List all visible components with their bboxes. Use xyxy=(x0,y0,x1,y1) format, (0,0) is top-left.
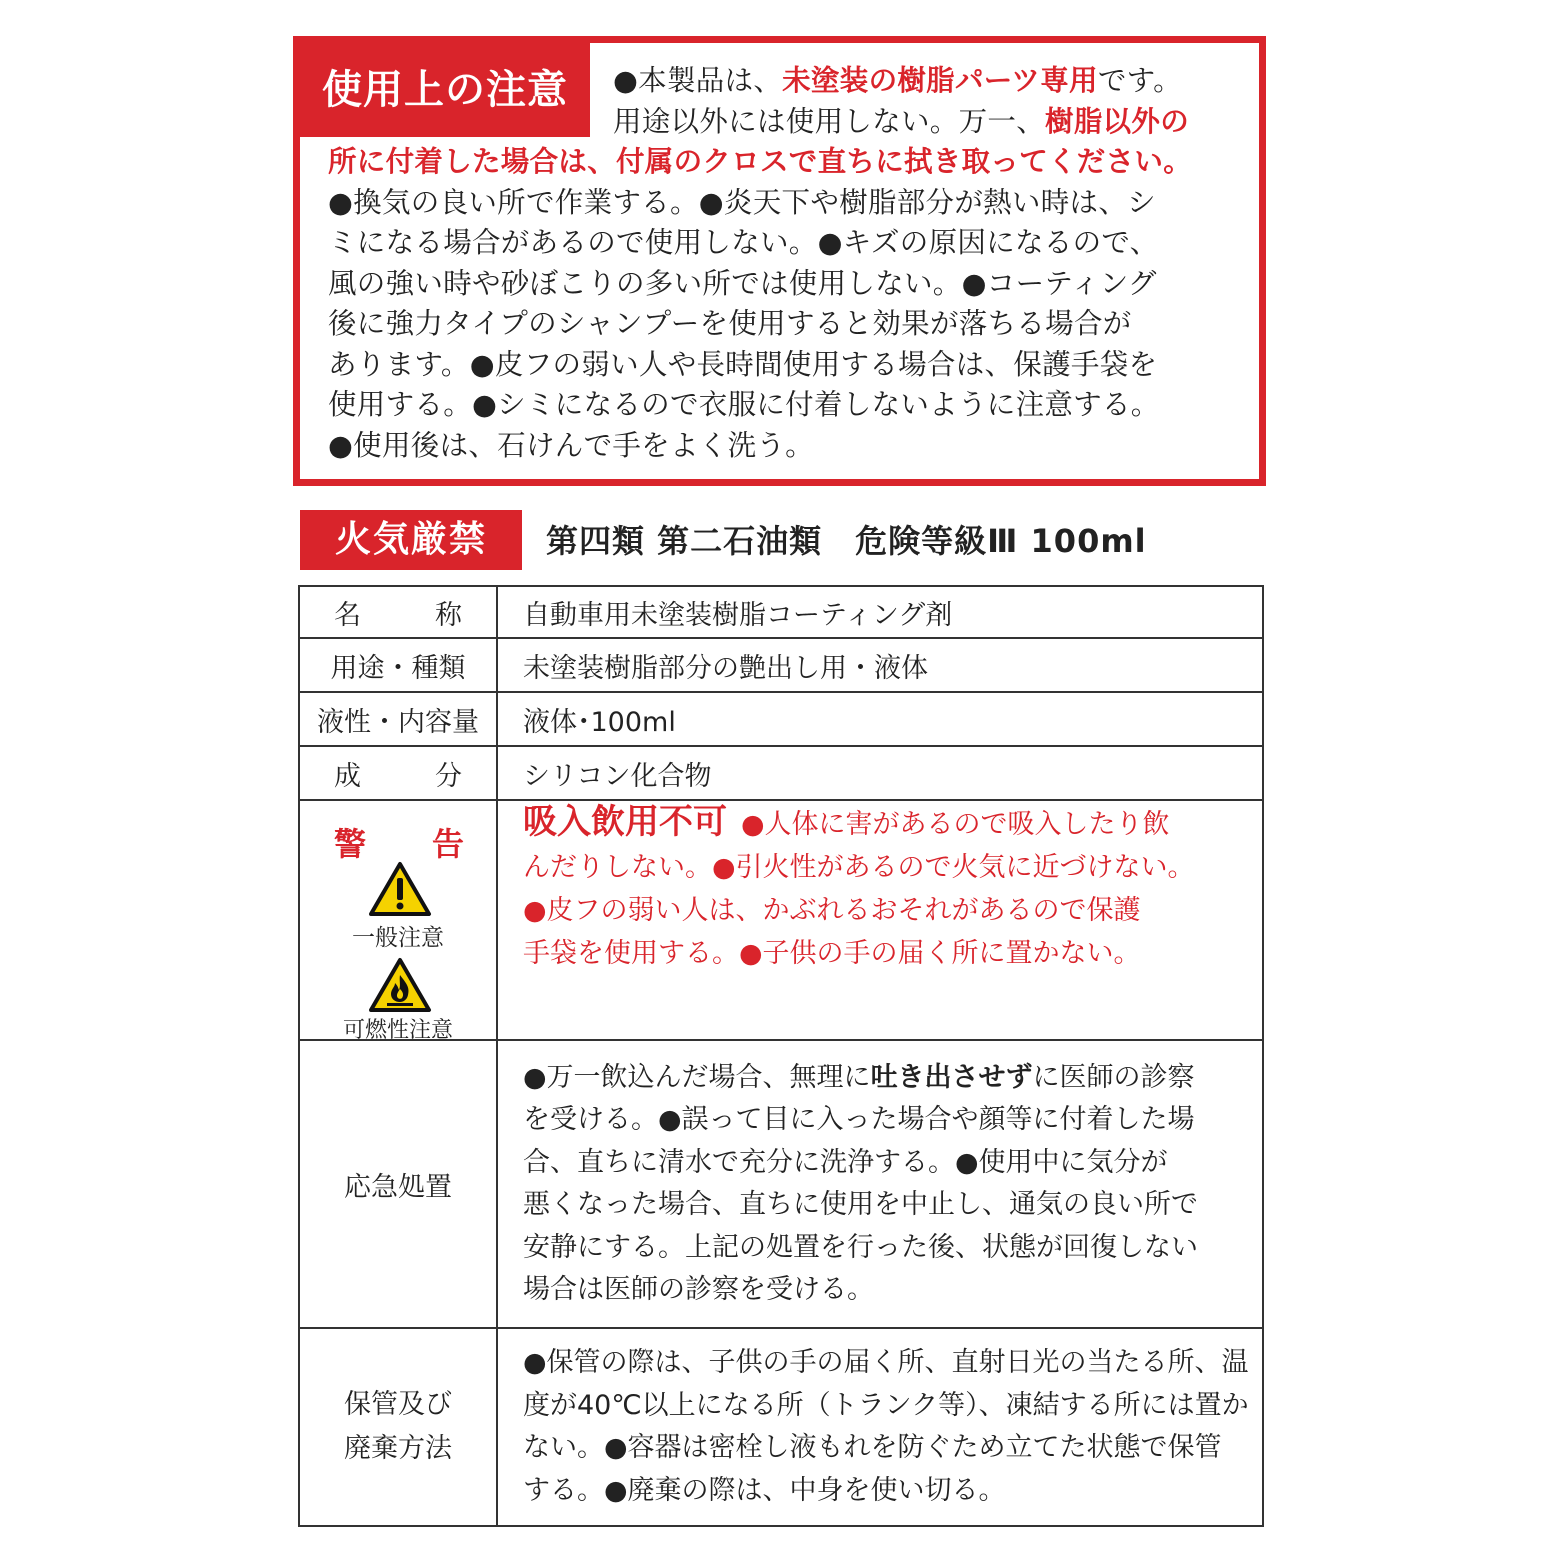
name-value: 自動車用未塗装樹脂コーティング剤 xyxy=(497,586,1263,638)
first-aid-value xyxy=(497,1040,1263,1328)
storage-line-2: 度が40℃以上になる所（トランク等）、凍結する所には置か xyxy=(523,1389,1249,1421)
caution-line-6: 風の強い時や砂ぼこりの多い所では使用しない。●コーティング xyxy=(328,266,1157,300)
caution-text-segment: ●本製品は、 xyxy=(613,64,783,97)
spec-table xyxy=(298,585,1264,1527)
label-char: 分 xyxy=(435,760,462,792)
property-label: 液性・内容量 xyxy=(299,692,497,746)
first-aid-line-5: 安静にする。上記の処置を行った後、状態が回復しない xyxy=(523,1231,1198,1263)
caution-line-2 xyxy=(328,102,1233,143)
storage-label-line: 廃棄方法 xyxy=(344,1433,452,1464)
warning-label-cell xyxy=(299,800,497,1043)
first-aid-line-6: 場合は医師の診察を受ける。 xyxy=(523,1274,874,1305)
storage-value xyxy=(497,1328,1263,1526)
label-char: 成 xyxy=(334,760,361,792)
table-row-storage xyxy=(299,1328,1263,1526)
use-value: 未塗装樹脂部分の艶出し用・液体 xyxy=(497,638,1263,692)
table-row-component xyxy=(299,746,1263,800)
caution-title: 使用上の注意 xyxy=(300,43,590,137)
first-aid-line-4: 悪くなった場合、直ちに使用を中止し、通気の良い所で xyxy=(523,1189,1198,1220)
caution-box xyxy=(293,36,1266,486)
first-aid-line-3: 合、直ちに清水で充分に洗浄する。●使用中に気分が xyxy=(523,1146,1168,1178)
label-char: 称 xyxy=(435,599,462,631)
label-char: 告 xyxy=(431,825,464,863)
caution-line-1 xyxy=(328,61,1233,102)
name-label xyxy=(299,586,497,638)
storage-label-line: 保管及び xyxy=(344,1389,452,1420)
warning-value xyxy=(497,800,1263,1040)
fire-prohibited-badge: 火気厳禁 xyxy=(300,510,522,570)
component-value: シリコン化合物 xyxy=(497,746,1263,800)
caution-text-segment: 用途以外には使用しない。万一、 xyxy=(613,104,1046,138)
warning-line-1 xyxy=(523,801,1262,846)
storage-line-4: する。●廃棄の際は、中身を使い切る。 xyxy=(523,1474,1006,1506)
warning-line-2: んだりしない。●引火性があるので火気に近づけない。 xyxy=(523,852,1195,883)
caution-line-4: ●換気の良い所で作業する。●炎天下や樹脂部分が熱い時は、シ xyxy=(328,185,1156,219)
flammable-icon xyxy=(368,957,432,1013)
storage-line-1: ●保管の際は、子供の手の届く所、直射日光の当たる所、温 xyxy=(523,1347,1249,1378)
use-label: 用途・種類 xyxy=(299,638,497,692)
caution-line-3: 所に付着した場合は、付属のクロスで直ちに拭き取ってください。 xyxy=(328,145,1193,178)
first-aid-label: 応急処置 xyxy=(299,1040,497,1328)
first-aid-line-2: を受ける。●誤って目に入った場合や顔等に付着した場 xyxy=(523,1104,1195,1135)
property-value: 液体･100ml xyxy=(497,692,1263,746)
component-label xyxy=(299,746,497,800)
caution-highlight: 樹脂以外の xyxy=(1045,104,1190,138)
first-aid-text-segment: に医師の診察 xyxy=(1032,1061,1195,1093)
label-char: 警 xyxy=(334,825,367,863)
hazard-classification: 第四類 第二石油類 危険等級Ⅲ 100ml xyxy=(546,522,1147,560)
warning-text-segment: ●人体に害があるので吸入したり飲 xyxy=(741,809,1170,840)
first-aid-highlight: 吐き出させず xyxy=(870,1061,1033,1093)
caution-line-10: ●使用後は、石けんで手をよく洗う。 xyxy=(328,428,814,462)
warning-line-4: 手袋を使用する。●子供の手の届く所に置かない。 xyxy=(523,938,1141,969)
table-row-warning xyxy=(299,800,1263,1040)
caution-text xyxy=(328,61,1233,466)
table-row-property xyxy=(299,692,1263,746)
caution-line-7: 後に強力タイプのシャンプーを使用すると効果が落ちる場合が xyxy=(328,307,1132,340)
caution-line-9: 使用する。●シミになるので衣服に付着しないように注意する。 xyxy=(328,388,1160,421)
label-char: 名 xyxy=(334,599,361,631)
table-row-use xyxy=(299,638,1263,692)
warning-line-3: ●皮フの弱い人は、かぶれるおそれがあるので保護 xyxy=(523,895,1141,926)
caution-text-segment: です。 xyxy=(1097,64,1182,97)
storage-label xyxy=(299,1328,497,1526)
table-row-first-aid xyxy=(299,1040,1263,1328)
first-aid-line-1 xyxy=(523,1057,1262,1100)
caution-highlight: 未塗装の樹脂パーツ専用 xyxy=(782,64,1098,97)
warning-label xyxy=(334,819,464,865)
storage-line-3: ない。●容器は密栓し液もれを防ぐため立てた状態で保管 xyxy=(523,1432,1222,1463)
table-row-name xyxy=(299,586,1263,638)
caution-line-8: あります。●皮フの弱い人や長時間使用する場合は、保護手袋を xyxy=(328,347,1158,381)
flammable-caption: 可燃性注意 xyxy=(342,1018,453,1043)
general-caution-icon xyxy=(368,861,432,917)
first-aid-text-segment: ●万一飲込んだ場合、無理に xyxy=(523,1061,871,1093)
general-caution-caption: 一般注意 xyxy=(352,925,444,951)
warning-title: 吸入飲用不可 xyxy=(523,802,727,842)
caution-line-5: ミになる場合があるので使用しない。●キズの原因になるので、 xyxy=(328,226,1159,259)
